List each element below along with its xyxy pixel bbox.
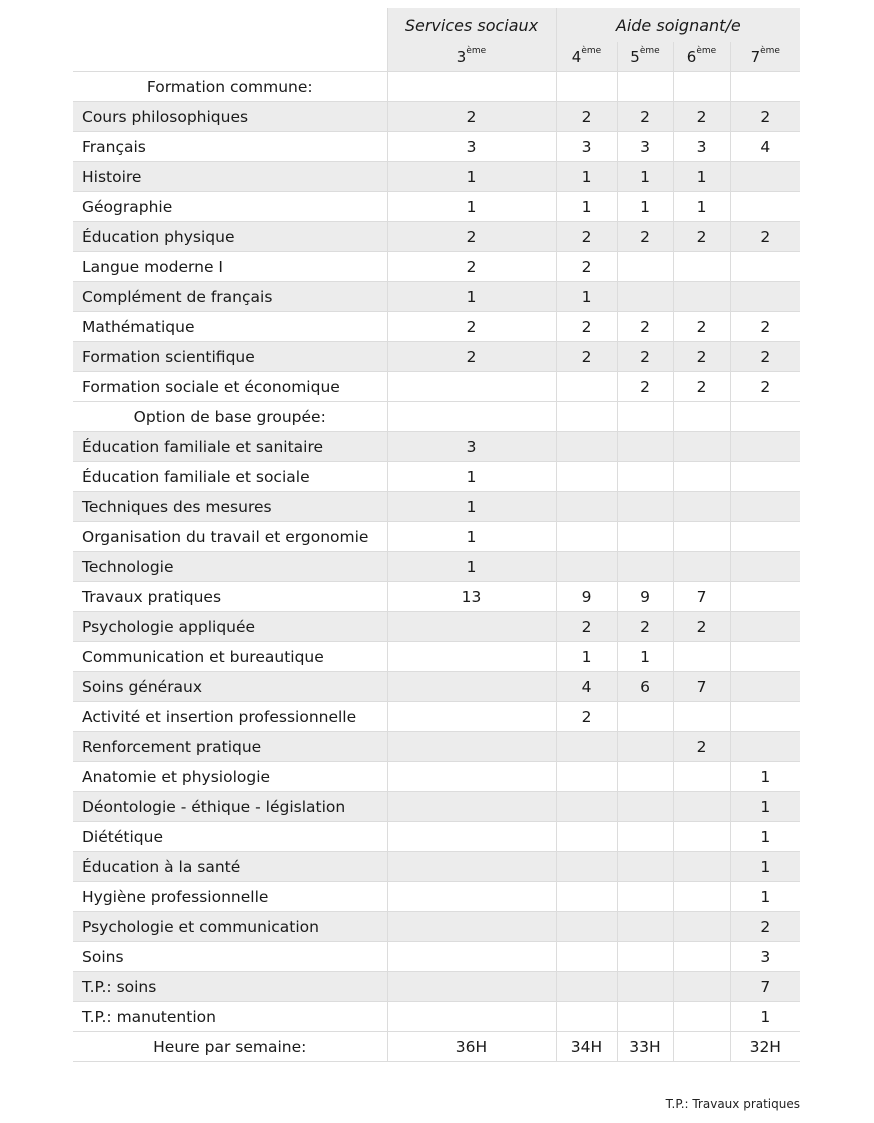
hours-cell [387,792,556,822]
year-header-4: 4ème [556,42,617,72]
hours-cell [673,852,730,882]
hours-cell: 2 [730,912,800,942]
table-row [73,102,800,132]
course-name: Anatomie et physiologie [73,762,387,792]
total-value [673,1032,730,1062]
hours-cell [673,972,730,1002]
hours-cell [387,942,556,972]
table-row [73,852,800,882]
hours-cell: 1 [556,192,617,222]
hours-cell: 2 [387,102,556,132]
hours-cell: 4 [730,132,800,162]
hours-cell [617,462,673,492]
hours-cell [730,192,800,222]
hours-cell [730,732,800,762]
hours-cell [556,522,617,552]
hours-cell: 4 [556,672,617,702]
table-row [73,882,800,912]
table-row [73,462,800,492]
hours-cell [617,1002,673,1032]
hours-cell [387,402,556,432]
hours-cell: 2 [673,102,730,132]
hours-cell [673,942,730,972]
table-row [73,342,800,372]
hours-cell [673,552,730,582]
total-value: 32H [730,1032,800,1062]
hours-cell [617,72,673,102]
hours-cell [617,972,673,1002]
hours-cell: 1 [387,462,556,492]
table-row [73,432,800,462]
hours-cell [387,702,556,732]
course-name: Communication et bureautique [73,642,387,672]
hours-cell: 2 [730,372,800,402]
course-name: Éducation familiale et sanitaire [73,432,387,462]
hours-cell: 6 [617,672,673,702]
course-name: T.P.: manutention [73,1002,387,1032]
course-name: Psychologie appliquée [73,612,387,642]
hours-cell: 2 [617,372,673,402]
total-value: 34H [556,1032,617,1062]
hours-cell: 3 [387,432,556,462]
hours-cell [556,492,617,522]
total-value: 36H [387,1032,556,1062]
hours-cell [673,822,730,852]
hours-cell: 1 [730,762,800,792]
hours-cell [556,972,617,1002]
hours-cell: 2 [730,312,800,342]
hours-cell [730,672,800,702]
hours-cell [387,672,556,702]
course-name: T.P.: soins [73,972,387,1002]
hours-cell [617,882,673,912]
course-name: Éducation familiale et sociale [73,462,387,492]
table-row [73,912,800,942]
table-row [73,282,800,312]
section-label: Formation commune: [73,72,387,102]
hours-cell: 7 [673,672,730,702]
hours-cell [617,522,673,552]
hours-cell: 1 [387,162,556,192]
hours-cell: 1 [730,792,800,822]
year-header-3: 3ème [387,42,556,72]
table-row [73,252,800,282]
hours-cell [617,282,673,312]
hours-cell [556,822,617,852]
hours-cell: 2 [617,342,673,372]
hours-cell [387,822,556,852]
hours-cell [673,522,730,552]
course-name: Psychologie et communication [73,912,387,942]
hours-cell [617,492,673,522]
hours-cell: 7 [673,582,730,612]
hours-cell: 1 [617,192,673,222]
course-name: Soins [73,942,387,972]
hours-cell [617,252,673,282]
course-name: Complément de français [73,282,387,312]
hours-cell: 1 [730,882,800,912]
hours-cell: 9 [617,582,673,612]
hours-cell [387,912,556,942]
course-hours-table [73,8,800,1062]
header-services-sociaux: Services sociaux [387,8,556,42]
course-name: Cours philosophiques [73,102,387,132]
hours-cell [730,522,800,552]
table-row [73,492,800,522]
hours-cell [730,552,800,582]
hours-cell [617,732,673,762]
hours-cell [617,432,673,462]
hours-cell [673,282,730,312]
hours-cell [556,792,617,822]
total-value: 33H [617,1032,673,1062]
hours-cell: 2 [556,102,617,132]
table-row [73,132,800,162]
hours-cell: 2 [556,612,617,642]
hours-cell [556,912,617,942]
table-row [73,612,800,642]
table-row [73,372,800,402]
hours-cell: 2 [673,222,730,252]
hours-cell [556,1002,617,1032]
hours-cell [556,732,617,762]
table-row [73,1002,800,1032]
hours-cell [387,72,556,102]
course-name: Formation sociale et économique [73,372,387,402]
hours-cell: 2 [556,342,617,372]
course-name: Soins généraux [73,672,387,702]
hours-cell: 1 [556,162,617,192]
table-row [73,642,800,672]
hours-cell [556,942,617,972]
hours-cell: 1 [387,492,556,522]
course-name: Organisation du travail et ergonomie [73,522,387,552]
total-row [73,1032,800,1062]
hours-cell: 1 [387,282,556,312]
hours-cell: 3 [556,132,617,162]
hours-cell: 2 [556,222,617,252]
hours-cell: 3 [673,132,730,162]
hours-cell [730,582,800,612]
hours-cell [673,432,730,462]
hours-cell: 2 [673,732,730,762]
hours-cell [730,612,800,642]
hours-cell [556,462,617,492]
course-name: Français [73,132,387,162]
hours-cell: 3 [387,132,556,162]
hours-cell [617,552,673,582]
hours-cell: 1 [730,822,800,852]
course-name: Formation scientifique [73,342,387,372]
table-row [73,732,800,762]
hours-cell: 13 [387,582,556,612]
course-name: Déontologie - éthique - législation [73,792,387,822]
course-name: Langue moderne I [73,252,387,282]
hours-cell: 1 [387,522,556,552]
course-name: Histoire [73,162,387,192]
header-aide-soignant: Aide soignant/e [556,8,800,42]
hours-cell [556,852,617,882]
hours-cell: 2 [617,222,673,252]
hours-cell [556,402,617,432]
hours-cell [617,762,673,792]
course-name: Éducation à la santé [73,852,387,882]
hours-cell: 2 [673,372,730,402]
hours-cell [673,492,730,522]
year-header-6: 6ème [673,42,730,72]
table-row [73,972,800,1002]
hours-cell [673,702,730,732]
table-row [73,822,800,852]
hours-cell [556,372,617,402]
hours-cell: 2 [617,102,673,132]
hours-cell [617,912,673,942]
hours-cell [617,822,673,852]
section-row [73,72,800,102]
hours-cell [556,882,617,912]
course-name: Géographie [73,192,387,222]
hours-cell [673,762,730,792]
course-name: Éducation physique [73,222,387,252]
hours-cell [387,1002,556,1032]
hours-cell [730,642,800,672]
hours-cell [556,432,617,462]
hours-cell [556,72,617,102]
total-label: Heure par semaine: [73,1032,387,1062]
hours-cell: 2 [387,252,556,282]
year-header-7: 7ème [730,42,800,72]
course-name: Technologie [73,552,387,582]
hours-cell [730,282,800,312]
course-name: Hygiène professionnelle [73,882,387,912]
hours-cell [730,252,800,282]
hours-cell: 1 [673,192,730,222]
hours-cell [617,702,673,732]
hours-cell [730,402,800,432]
hours-cell [387,372,556,402]
hours-cell: 1 [673,162,730,192]
hours-cell [673,252,730,282]
hours-cell [617,402,673,432]
hours-cell: 1 [617,162,673,192]
table-row [73,942,800,972]
hours-cell: 2 [730,222,800,252]
hours-cell: 2 [556,312,617,342]
table-row [73,522,800,552]
hours-cell [730,702,800,732]
hours-cell: 2 [556,252,617,282]
hours-cell: 2 [730,342,800,372]
hours-cell [673,402,730,432]
hours-cell [617,792,673,822]
hours-cell: 2 [617,612,673,642]
hours-cell [673,882,730,912]
hours-cell: 1 [387,552,556,582]
hours-cell: 2 [387,342,556,372]
hours-cell [730,72,800,102]
hours-cell [617,942,673,972]
table-row [73,192,800,222]
hours-cell: 2 [673,612,730,642]
table-body [73,72,800,1032]
section-label: Option de base groupée: [73,402,387,432]
table-row [73,792,800,822]
hours-cell: 3 [730,942,800,972]
hours-cell [673,72,730,102]
hours-cell: 1 [556,642,617,672]
hours-cell: 1 [617,642,673,672]
hours-cell [387,882,556,912]
hours-cell [673,1002,730,1032]
hours-cell [617,852,673,882]
hours-cell [730,492,800,522]
hours-cell: 7 [730,972,800,1002]
hours-cell [556,762,617,792]
hours-cell [387,852,556,882]
hours-cell [673,792,730,822]
hours-cell: 2 [387,312,556,342]
header-group-row [73,8,800,42]
hours-cell [730,432,800,462]
hours-cell [730,162,800,192]
hours-cell: 9 [556,582,617,612]
hours-cell: 2 [673,342,730,372]
table-row [73,222,800,252]
hours-cell [387,972,556,1002]
table-row [73,312,800,342]
course-name: Travaux pratiques [73,582,387,612]
hours-cell: 3 [617,132,673,162]
table-row [73,552,800,582]
hours-cell [556,552,617,582]
table-row [73,162,800,192]
course-name: Mathématique [73,312,387,342]
course-name: Techniques des mesures [73,492,387,522]
hours-cell [673,642,730,672]
table-row [73,672,800,702]
table-row [73,702,800,732]
footnote: T.P.: Travaux pratiques [665,1097,800,1111]
hours-cell [387,762,556,792]
hours-cell: 2 [673,312,730,342]
hours-cell [673,912,730,942]
section-row [73,402,800,432]
hours-cell: 1 [730,852,800,882]
hours-cell [730,462,800,492]
hours-cell [387,642,556,672]
header-corner [73,8,387,72]
hours-cell [387,612,556,642]
hours-cell [673,462,730,492]
hours-cell: 2 [730,102,800,132]
hours-cell: 2 [387,222,556,252]
year-header-5: 5ème [617,42,673,72]
hours-cell [387,732,556,762]
course-name: Diététique [73,822,387,852]
hours-cell: 2 [556,702,617,732]
hours-cell: 1 [387,192,556,222]
hours-cell: 1 [730,1002,800,1032]
course-name: Activité et insertion professionnelle [73,702,387,732]
hours-cell: 2 [617,312,673,342]
course-name: Renforcement pratique [73,732,387,762]
table-row [73,762,800,792]
hours-cell: 1 [556,282,617,312]
table-row [73,582,800,612]
